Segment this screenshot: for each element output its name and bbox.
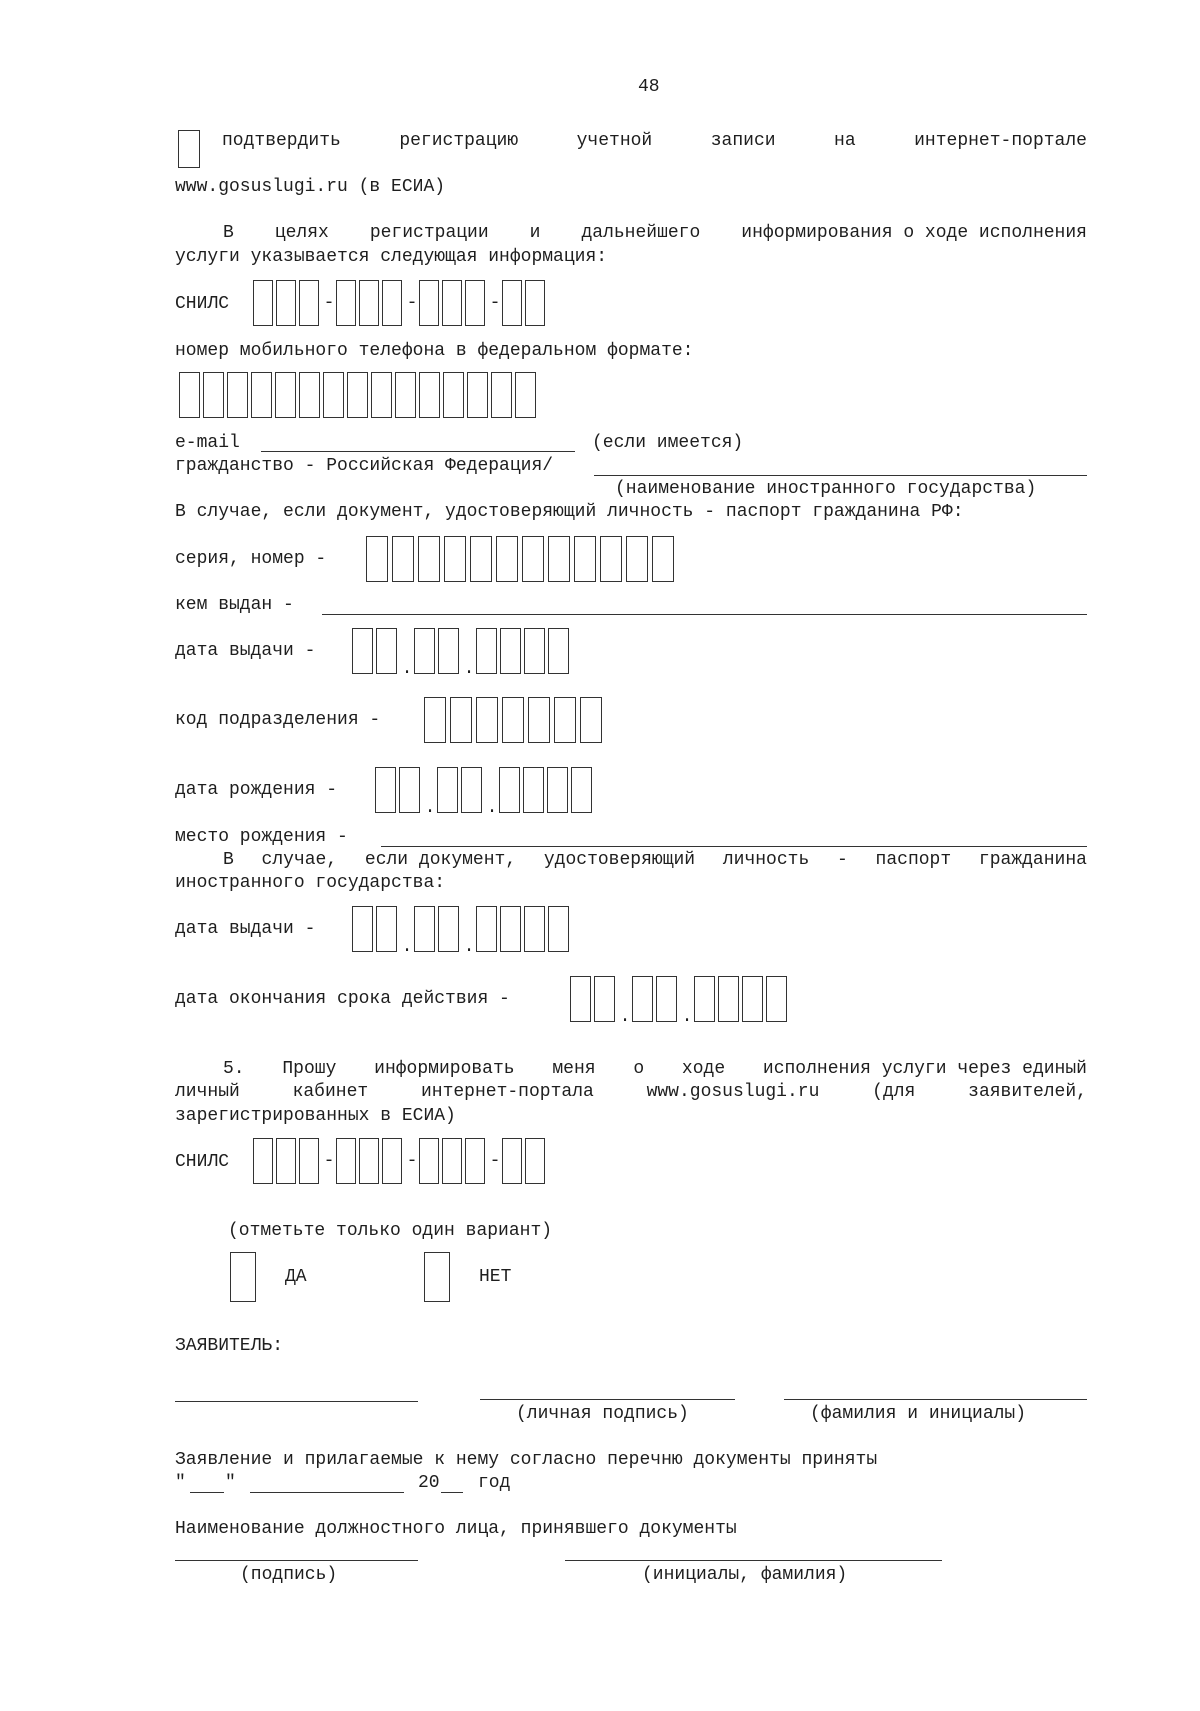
word: гражданина — [978, 850, 1087, 870]
yes-checkbox[interactable] — [230, 1252, 256, 1302]
digit-cell[interactable] — [382, 1138, 402, 1184]
digit-cell[interactable] — [444, 536, 466, 582]
digit-cell[interactable] — [395, 372, 416, 418]
digit-cell[interactable] — [574, 536, 596, 582]
digit-cell[interactable] — [299, 372, 320, 418]
digit-cell[interactable] — [299, 1138, 319, 1184]
digit-cell[interactable] — [419, 372, 440, 418]
intro-line-2: услуги указывается следующая информация: — [175, 247, 608, 267]
applicant-label: ЗАЯВИТЕЛЬ: — [175, 1336, 284, 1356]
birth-date-label: дата рождения - — [175, 780, 338, 800]
year-suffix: год — [478, 1473, 511, 1493]
digit-cell[interactable] — [465, 1138, 485, 1184]
birth-place-field[interactable] — [381, 846, 1087, 847]
digit-cell[interactable] — [299, 280, 319, 326]
word: паспорт — [875, 850, 952, 870]
digit-cell[interactable] — [632, 976, 653, 1022]
digit-cell[interactable] — [515, 372, 536, 418]
word: регистрации — [369, 223, 489, 243]
confirm-registration-checkbox[interactable] — [178, 130, 200, 168]
snils2-input[interactable] — [253, 1138, 548, 1184]
word: подтвердить — [222, 131, 341, 151]
digit-cell[interactable] — [476, 697, 498, 743]
birth-place-label: место рождения - — [175, 827, 348, 847]
digit-cell[interactable] — [766, 976, 787, 1022]
word: и — [529, 223, 541, 243]
birth-date-input[interactable] — [375, 767, 595, 818]
digit-cell[interactable] — [442, 280, 462, 326]
item5-line-1 — [223, 1058, 1087, 1080]
issue-date-label: дата выдачи - — [175, 641, 316, 661]
digit-cell[interactable] — [461, 767, 482, 813]
digit-cell[interactable] — [502, 1138, 522, 1184]
digit-cell[interactable] — [253, 280, 273, 326]
issued-by-field[interactable] — [322, 614, 1087, 615]
digit-cell[interactable] — [347, 372, 368, 418]
snils-input[interactable] — [253, 280, 548, 326]
separator: - — [489, 1151, 501, 1171]
digit-cell[interactable] — [694, 976, 715, 1022]
word: информирования о ходе исполнения — [741, 223, 1087, 243]
email-note: (если имеется) — [592, 433, 744, 453]
email-field[interactable] — [261, 451, 575, 452]
digit-cell[interactable] — [443, 372, 464, 418]
digit-cell[interactable] — [742, 976, 763, 1022]
email-label: e-mail — [175, 433, 240, 453]
digit-cell[interactable] — [276, 280, 296, 326]
snils-label: СНИЛС — [175, 294, 230, 314]
digit-cell[interactable] — [594, 976, 615, 1022]
digit-cell[interactable] — [359, 1138, 379, 1184]
rf-passport-case: В случае, если документ, удостоверяющий личность - паспорт гражданина РФ: — [175, 502, 964, 522]
separator: - — [489, 293, 501, 313]
item5-line-3: зарегистрированных в ЕСИА) — [175, 1106, 456, 1126]
day-field[interactable] — [190, 1492, 224, 1493]
word: информировать — [374, 1059, 515, 1079]
word: записи — [710, 131, 776, 151]
phone-label: номер мобильного телефона в федеральном формате: — [175, 341, 694, 361]
word: о — [633, 1059, 645, 1079]
digit-cell[interactable] — [467, 372, 488, 418]
separator: . — [463, 937, 475, 957]
foreign-issue-date-label: дата выдачи - — [175, 919, 316, 939]
word: ходе — [681, 1059, 726, 1079]
digit-cell[interactable] — [375, 767, 396, 813]
digit-cell[interactable] — [524, 906, 545, 952]
item5-line-2 — [175, 1081, 1087, 1103]
digit-cell[interactable] — [500, 628, 521, 674]
digit-cell[interactable] — [528, 697, 550, 743]
word: В — [223, 850, 234, 870]
digit-cell[interactable] — [718, 976, 739, 1022]
digit-cell[interactable] — [547, 767, 568, 813]
foreign-state-field[interactable] — [594, 475, 1087, 476]
expiry-date-input[interactable] — [570, 976, 790, 1027]
digit-cell[interactable] — [203, 372, 224, 418]
word: В — [223, 223, 234, 243]
choose-one-hint: (отметьте только один вариант) — [228, 1221, 553, 1241]
applicant-field-1[interactable] — [175, 1401, 418, 1402]
confirm-line-1 — [222, 130, 1087, 152]
digit-cell[interactable] — [500, 906, 521, 952]
digit-cell[interactable] — [414, 628, 435, 674]
digit-cell[interactable] — [522, 536, 544, 582]
digit-cell[interactable] — [179, 372, 200, 418]
foreign-issue-date-input[interactable] — [352, 906, 572, 957]
page-number: 48 — [638, 77, 660, 97]
word: дальнейшего — [581, 223, 701, 243]
name-caption: (фамилия и инициалы) — [810, 1404, 1027, 1424]
word: www.gosuslugi.ru — [646, 1082, 820, 1102]
word: целях — [274, 223, 329, 243]
foreign-case-line-2: иностранного государства: — [175, 873, 446, 893]
date-quote-close: " — [225, 1473, 236, 1493]
separator: . — [401, 937, 413, 957]
word: исполнения услуги через единый — [762, 1059, 1087, 1079]
digit-cell[interactable] — [626, 536, 648, 582]
no-checkbox[interactable] — [424, 1252, 450, 1302]
word: случае, — [261, 850, 338, 870]
word: регистрацию — [399, 131, 519, 151]
separator: . — [401, 659, 413, 679]
digit-cell[interactable] — [525, 1138, 545, 1184]
digit-cell[interactable] — [548, 628, 569, 674]
digit-cell[interactable] — [548, 536, 570, 582]
digit-cell[interactable] — [525, 280, 545, 326]
year-field[interactable] — [441, 1492, 463, 1493]
word: - — [837, 850, 848, 870]
digit-cell[interactable] — [438, 628, 459, 674]
digit-cell[interactable] — [523, 767, 544, 813]
dept-code-input[interactable] — [424, 697, 606, 743]
word: интернет-портала — [420, 1082, 594, 1102]
official-sign-caption: (подпись) — [240, 1565, 338, 1585]
separator: - — [323, 293, 335, 313]
word: личный — [175, 1082, 240, 1102]
issue-date-input[interactable] — [352, 628, 572, 679]
digit-cell[interactable] — [442, 1138, 462, 1184]
word: кабинет — [292, 1082, 369, 1102]
digit-cell[interactable] — [470, 536, 492, 582]
word: удостоверяющий — [543, 850, 696, 870]
digit-cell[interactable] — [414, 906, 435, 952]
word: заявителей, — [968, 1082, 1087, 1102]
digit-cell[interactable] — [376, 628, 397, 674]
month-field[interactable] — [250, 1492, 404, 1493]
separator: - — [406, 293, 418, 313]
digit-cell[interactable] — [392, 536, 414, 582]
digit-cell[interactable] — [580, 697, 602, 743]
applicant-signature-field[interactable] — [480, 1399, 735, 1400]
digit-cell[interactable] — [424, 697, 446, 743]
separator: . — [424, 798, 436, 818]
citizenship-note: (наименование иностранного государства) — [615, 479, 1037, 499]
date-quote-open: " — [175, 1473, 186, 1493]
word: меня — [552, 1059, 596, 1079]
official-name-field[interactable] — [565, 1560, 942, 1561]
digit-cell[interactable] — [502, 280, 522, 326]
year-prefix: 20 — [418, 1473, 440, 1493]
signature-caption: (личная подпись) — [516, 1404, 689, 1424]
digit-cell[interactable] — [419, 1138, 439, 1184]
foreign-case-line-1 — [223, 849, 1087, 871]
official-name-caption: (инициалы, фамилия) — [642, 1565, 848, 1585]
series-number-input[interactable] — [366, 536, 678, 582]
citizenship-label: гражданство - Российская Федерация/ — [175, 456, 554, 476]
digit-cell[interactable] — [336, 280, 356, 326]
digit-cell[interactable] — [548, 906, 569, 952]
digit-cell[interactable] — [571, 767, 592, 813]
digit-cell[interactable] — [499, 767, 520, 813]
digit-cell[interactable] — [382, 280, 402, 326]
digit-cell[interactable] — [438, 906, 459, 952]
separator: . — [463, 659, 475, 679]
accepted-line: Заявление и прилагаемые к нему согласно перечню документы приняты — [175, 1450, 878, 1470]
no-label: НЕТ — [479, 1267, 512, 1287]
separator: . — [619, 1007, 631, 1027]
official-label: Наименование должностного лица, принявшего документы — [175, 1519, 737, 1539]
word: интернет-портале — [914, 131, 1087, 151]
digit-cell[interactable] — [352, 906, 373, 952]
separator: - — [406, 1151, 418, 1171]
separator: . — [681, 1007, 693, 1027]
digit-cell[interactable] — [476, 628, 497, 674]
dept-code-label: код подразделения - — [175, 710, 381, 730]
digit-cell[interactable] — [376, 906, 397, 952]
digit-cell[interactable] — [570, 976, 591, 1022]
word: если документ, — [364, 850, 517, 870]
digit-cell[interactable] — [437, 767, 458, 813]
digit-cell[interactable] — [419, 280, 439, 326]
digit-cell[interactable] — [336, 1138, 356, 1184]
digit-cell[interactable] — [524, 628, 545, 674]
digit-cell[interactable] — [450, 697, 472, 743]
digit-cell[interactable] — [371, 372, 392, 418]
digit-cell[interactable] — [251, 372, 272, 418]
digit-cell[interactable] — [465, 280, 485, 326]
digit-cell[interactable] — [418, 536, 440, 582]
digit-cell[interactable] — [359, 280, 379, 326]
expiry-label: дата окончания срока действия - — [175, 989, 510, 1009]
digit-cell[interactable] — [554, 697, 576, 743]
snils2-label: СНИЛС — [175, 1152, 230, 1172]
phone-input[interactable] — [179, 372, 539, 418]
separator: . — [486, 798, 498, 818]
digit-cell[interactable] — [491, 372, 512, 418]
official-signature-field[interactable] — [175, 1560, 418, 1561]
digit-cell[interactable] — [656, 976, 677, 1022]
word: личность — [722, 850, 810, 870]
digit-cell[interactable] — [253, 1138, 273, 1184]
digit-cell[interactable] — [352, 628, 373, 674]
applicant-name-field[interactable] — [784, 1399, 1087, 1400]
yes-label: ДА — [285, 1267, 307, 1287]
digit-cell[interactable] — [600, 536, 622, 582]
issued-by-label: кем выдан - — [175, 595, 294, 615]
digit-cell[interactable] — [366, 536, 388, 582]
digit-cell[interactable] — [399, 767, 420, 813]
word: учетной — [576, 131, 653, 151]
intro-line-1 — [223, 222, 1087, 244]
word: Прошу — [282, 1059, 337, 1079]
confirm-line-2: www.gosuslugi.ru (в ЕСИА) — [175, 177, 446, 197]
separator: - — [323, 1151, 335, 1171]
digit-cell[interactable] — [275, 372, 296, 418]
word: 5. — [223, 1059, 245, 1079]
digit-cell[interactable] — [227, 372, 248, 418]
digit-cell[interactable] — [276, 1138, 296, 1184]
series-number-label: серия, номер - — [175, 549, 327, 569]
word: на — [834, 131, 856, 151]
digit-cell[interactable] — [323, 372, 344, 418]
digit-cell[interactable] — [502, 697, 524, 743]
digit-cell[interactable] — [476, 906, 497, 952]
word: (для — [872, 1082, 916, 1102]
digit-cell[interactable] — [496, 536, 518, 582]
digit-cell[interactable] — [652, 536, 674, 582]
